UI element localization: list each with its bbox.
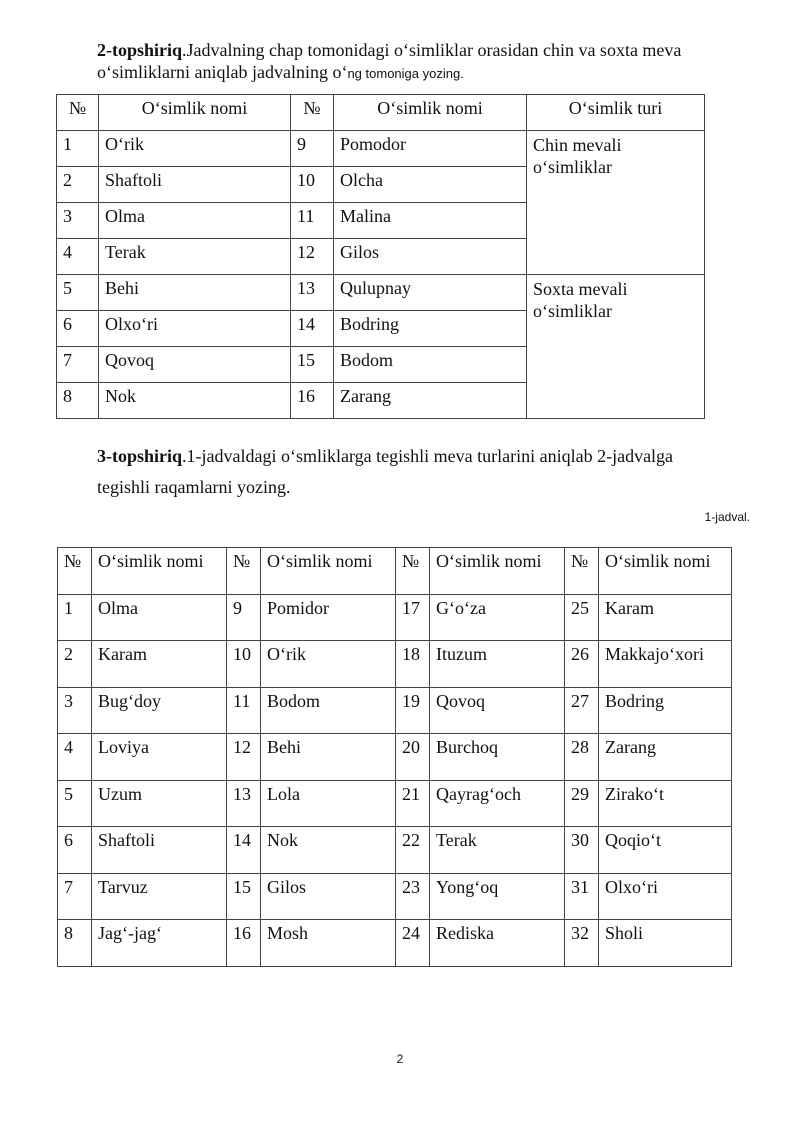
- plant-name: G‘o‘za: [430, 594, 565, 641]
- table-row: [58, 873, 732, 920]
- plant-name: Makkajo‘xori: [599, 641, 732, 688]
- header-number: №: [565, 548, 599, 595]
- task2-paragraph: [97, 39, 681, 85]
- row-number: 27: [565, 687, 599, 734]
- row-number: 2: [57, 167, 99, 203]
- row-number: 13: [227, 780, 261, 827]
- header-number: №: [58, 548, 92, 595]
- row-number: 4: [57, 239, 99, 275]
- task2-heading: 2-topshiriq: [97, 40, 183, 60]
- plant-name: Olcha: [334, 167, 527, 203]
- row-number: 12: [227, 734, 261, 781]
- plant-name: Zarang: [334, 383, 527, 419]
- row-number: 4: [58, 734, 92, 781]
- table-header-row: [57, 95, 705, 131]
- table-row: [58, 641, 732, 688]
- plant-name: O‘rik: [261, 641, 396, 688]
- plant-name: Olxo‘ri: [99, 311, 291, 347]
- table-row: [58, 920, 732, 967]
- table-caption: 1-jadval.: [704, 510, 750, 524]
- row-number: 11: [227, 687, 261, 734]
- plant-name: Sholi: [599, 920, 732, 967]
- header-plant-name: O‘simlik nomi: [99, 95, 291, 131]
- plant-name: Bodring: [599, 687, 732, 734]
- row-number: 15: [227, 873, 261, 920]
- task2-text: .Jadvalning chap tomonidagi o‘simliklar orasidan chin va soxta meva: [182, 40, 682, 60]
- table-row: [58, 594, 732, 641]
- plant-name: Qulupnay: [334, 275, 527, 311]
- plant-name: Shaftoli: [99, 167, 291, 203]
- row-number: 2: [58, 641, 92, 688]
- plant-name: Karam: [92, 641, 227, 688]
- row-number: 15: [291, 347, 334, 383]
- plant-name: Rediska: [430, 920, 565, 967]
- table-header-row: [58, 548, 732, 595]
- plant-name: Nok: [99, 383, 291, 419]
- row-number: 28: [565, 734, 599, 781]
- row-number: 10: [291, 167, 334, 203]
- plant-name: Gilos: [261, 873, 396, 920]
- header-number: №: [291, 95, 334, 131]
- plant-name: Lola: [261, 780, 396, 827]
- row-number: 3: [58, 687, 92, 734]
- table-row: [58, 827, 732, 874]
- plant-type-true-fruit: Chin mevali o‘simliklar: [527, 131, 705, 275]
- row-number: 19: [396, 687, 430, 734]
- row-number: 3: [57, 203, 99, 239]
- plant-name: Gilos: [334, 239, 527, 275]
- plant-name: Qovoq: [430, 687, 565, 734]
- table-row: [58, 687, 732, 734]
- row-number: 8: [58, 920, 92, 967]
- plant-name: Nok: [261, 827, 396, 874]
- plant-name: Terak: [99, 239, 291, 275]
- row-number: 16: [227, 920, 261, 967]
- plant-name: Mosh: [261, 920, 396, 967]
- row-number: 10: [227, 641, 261, 688]
- plant-name: Olma: [92, 594, 227, 641]
- plant-name: Qovoq: [99, 347, 291, 383]
- page-number: 2: [396, 1052, 404, 1066]
- plant-name: Zirako‘t: [599, 780, 732, 827]
- header-number: №: [57, 95, 99, 131]
- row-number: 17: [396, 594, 430, 641]
- row-number: 31: [565, 873, 599, 920]
- table-row: [58, 780, 732, 827]
- row-number: 18: [396, 641, 430, 688]
- row-number: 24: [396, 920, 430, 967]
- task2-table: [56, 94, 705, 419]
- row-number: 8: [57, 383, 99, 419]
- plant-name: Loviya: [92, 734, 227, 781]
- plant-name: Zarang: [599, 734, 732, 781]
- table-row: [57, 131, 705, 167]
- row-number: 14: [227, 827, 261, 874]
- row-number: 7: [58, 873, 92, 920]
- plant-name: Qayrag‘och: [430, 780, 565, 827]
- task3-text2: tegishli raqamlarni yozing.: [97, 477, 291, 497]
- plant-name: Bodom: [334, 347, 527, 383]
- row-number: 25: [565, 594, 599, 641]
- row-number: 6: [57, 311, 99, 347]
- plant-name: Bug‘doy: [92, 687, 227, 734]
- plant-name: Olma: [99, 203, 291, 239]
- header-plant-name: O‘simlik nomi: [334, 95, 527, 131]
- row-number: 13: [291, 275, 334, 311]
- plant-name: Ituzum: [430, 641, 565, 688]
- table-row: [58, 734, 732, 781]
- task3-heading: 3-topshiriq: [97, 446, 183, 466]
- row-number: 29: [565, 780, 599, 827]
- row-number: 5: [58, 780, 92, 827]
- plant-name: Qoqio‘t: [599, 827, 732, 874]
- row-number: 32: [565, 920, 599, 967]
- row-number: 14: [291, 311, 334, 347]
- header-plant-type: O‘simlik turi: [527, 95, 705, 131]
- header-plant-name: O‘simlik nomi: [92, 548, 227, 595]
- header-plant-name: O‘simlik nomi: [430, 548, 565, 595]
- row-number: 1: [57, 131, 99, 167]
- header-number: №: [227, 548, 261, 595]
- row-number: 21: [396, 780, 430, 827]
- row-number: 1: [58, 594, 92, 641]
- row-number: 20: [396, 734, 430, 781]
- plant-name: Pomidor: [261, 594, 396, 641]
- task2-text2-small: ng tomoniga yozing.: [347, 66, 464, 81]
- row-number: 6: [58, 827, 92, 874]
- plant-name: Jag‘-jag‘: [92, 920, 227, 967]
- row-number: 30: [565, 827, 599, 874]
- plant-name: Yong‘oq: [430, 873, 565, 920]
- plant-name: O‘rik: [99, 131, 291, 167]
- header-plant-name: O‘simlik nomi: [599, 548, 732, 595]
- task3-paragraph: [97, 441, 673, 503]
- plant-name: Olxo‘ri: [599, 873, 732, 920]
- header-plant-name: O‘simlik nomi: [261, 548, 396, 595]
- plant-name: Karam: [599, 594, 732, 641]
- row-number: 16: [291, 383, 334, 419]
- row-number: 9: [227, 594, 261, 641]
- task3-table-body: [58, 594, 732, 966]
- plant-name: Uzum: [92, 780, 227, 827]
- row-number: 5: [57, 275, 99, 311]
- row-number: 11: [291, 203, 334, 239]
- row-number: 9: [291, 131, 334, 167]
- plant-name: Terak: [430, 827, 565, 874]
- row-number: 22: [396, 827, 430, 874]
- table-row: [57, 275, 705, 311]
- task3-text: .1-jadvaldagi o‘smliklarga tegishli meva turlarini aniqlab 2-jadvalga: [182, 446, 674, 466]
- plant-name: Pomodor: [334, 131, 527, 167]
- task3-table: [57, 547, 732, 967]
- row-number: 12: [291, 239, 334, 275]
- plant-name: Tarvuz: [92, 873, 227, 920]
- task2-text2: o‘simliklarni aniqlab jadvalning o‘: [97, 62, 348, 82]
- plant-name: Malina: [334, 203, 527, 239]
- plant-name: Behi: [261, 734, 396, 781]
- plant-name: Bodom: [261, 687, 396, 734]
- row-number: 23: [396, 873, 430, 920]
- plant-name: Bodring: [334, 311, 527, 347]
- plant-name: Burchoq: [430, 734, 565, 781]
- plant-type-false-fruit: Soxta mevali o‘simliklar: [527, 275, 705, 419]
- row-number: 7: [57, 347, 99, 383]
- plant-name: Shaftoli: [92, 827, 227, 874]
- plant-name: Behi: [99, 275, 291, 311]
- row-number: 26: [565, 641, 599, 688]
- header-number: №: [396, 548, 430, 595]
